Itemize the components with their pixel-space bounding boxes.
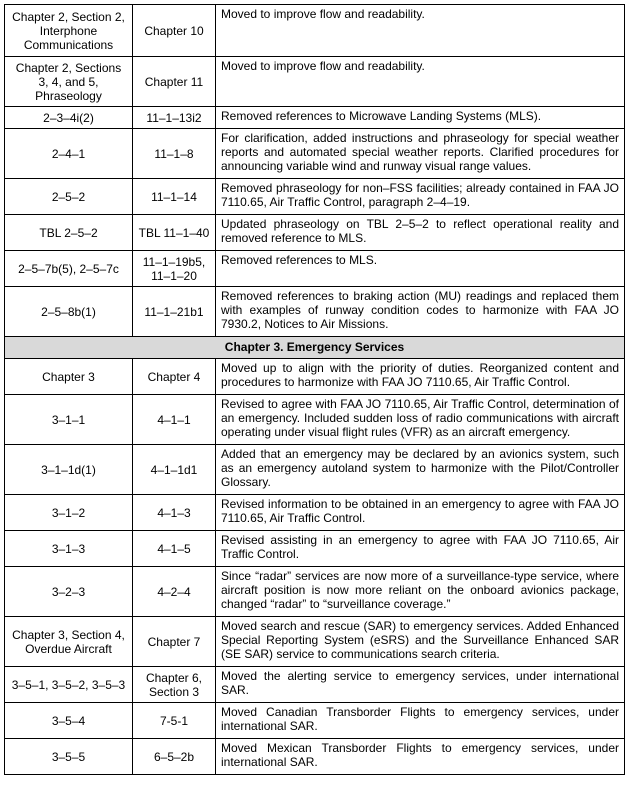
change-description-cell: Updated phraseology on TBL 2–5–2 to reflect operational reality and removed reference to MLS. <box>216 215 625 251</box>
new-paragraph-cell: 4–1–5 <box>133 531 216 567</box>
change-description-cell: Added that an emergency may be declared by an avionics system, such as an emergency autoland system to harmonize with the Pilot/Controller Glossary. <box>216 445 625 495</box>
table-row <box>5 179 625 215</box>
table-row <box>5 215 625 251</box>
new-paragraph-cell: Chapter 7 <box>133 617 216 667</box>
table-row <box>5 495 625 531</box>
new-paragraph-cell: 4–2–4 <box>133 567 216 617</box>
table-row <box>5 667 625 703</box>
old-paragraph-cell: 3–5–4 <box>5 703 133 739</box>
new-paragraph-cell: Chapter 6, Section 3 <box>133 667 216 703</box>
table-row <box>5 567 625 617</box>
table-row <box>5 129 625 179</box>
new-paragraph-cell: 4–1–3 <box>133 495 216 531</box>
new-paragraph-cell: 11–1–8 <box>133 129 216 179</box>
new-paragraph-cell: Chapter 11 <box>133 57 216 107</box>
old-paragraph-cell: 2–3–4i(2) <box>5 107 133 129</box>
table-row <box>5 703 625 739</box>
old-paragraph-cell: 2–5–7b(5), 2–5–7c <box>5 251 133 287</box>
section-header: Chapter 3. Emergency Services <box>5 337 625 359</box>
table-row <box>5 57 625 107</box>
change-description-cell: Moved Mexican Transborder Flights to emergency services, under international SAR. <box>216 739 625 775</box>
new-paragraph-cell: TBL 11–1–40 <box>133 215 216 251</box>
old-paragraph-cell: TBL 2–5–2 <box>5 215 133 251</box>
change-description-cell: Moved to improve flow and readability. <box>216 5 625 57</box>
change-description-cell: Since “radar” services are now more of a surveillance-type service, where aircraft position is now more reliant on the onboard avionics package, changed “radar” to “surveillance coverage.” <box>216 567 625 617</box>
new-paragraph-cell: 7-5-1 <box>133 703 216 739</box>
old-paragraph-cell: 2–5–8b(1) <box>5 287 133 337</box>
old-paragraph-cell: 2–4–1 <box>5 129 133 179</box>
old-paragraph-cell: 3–1–1d(1) <box>5 445 133 495</box>
old-paragraph-cell: 3–1–2 <box>5 495 133 531</box>
new-paragraph-cell: 4–1–1d1 <box>133 445 216 495</box>
change-table-body <box>5 5 625 775</box>
table-row <box>5 739 625 775</box>
table-row <box>5 617 625 667</box>
new-paragraph-cell: Chapter 10 <box>133 5 216 57</box>
change-description-cell: Removed references to MLS. <box>216 251 625 287</box>
new-paragraph-cell: 11–1–21b1 <box>133 287 216 337</box>
new-paragraph-cell: 6–5–2b <box>133 739 216 775</box>
new-paragraph-cell: 11–1–19b5, 11–1–20 <box>133 251 216 287</box>
new-paragraph-cell: 11–1–13i2 <box>133 107 216 129</box>
change-description-cell: Revised information to be obtained in an emergency to agree with FAA JO 7110.65, Air Traffic Control. <box>216 495 625 531</box>
old-paragraph-cell: Chapter 3 <box>5 359 133 395</box>
old-paragraph-cell: 2–5–2 <box>5 179 133 215</box>
table-row <box>5 445 625 495</box>
old-paragraph-cell: Chapter 2, Sections 3, 4, and 5, Phraseology <box>5 57 133 107</box>
change-description-cell: Moved the alerting service to emergency services, under international SAR. <box>216 667 625 703</box>
new-paragraph-cell: 11–1–14 <box>133 179 216 215</box>
new-paragraph-cell: 4–1–1 <box>133 395 216 445</box>
old-paragraph-cell: 3–5–5 <box>5 739 133 775</box>
change-description-cell: Moved up to align with the priority of duties. Reorganized content and procedures to harmonize with FAA JO 7110.65, Air Traffic Control. <box>216 359 625 395</box>
change-description-cell: Revised assisting in an emergency to agree with FAA JO 7110.65, Air Traffic Control. <box>216 531 625 567</box>
change-description-cell: For clarification, added instructions and phraseology for special weather reports and automated special weather reports. Clarified procedures for announcing variable wind and runway visual range values. <box>216 129 625 179</box>
table-row <box>5 287 625 337</box>
change-description-cell: Moved search and rescue (SAR) to emergency services. Added Enhanced Special Reporting System (eSRS) and the Surveillance Enhanced SAR (SE SAR) service to communications search criteria. <box>216 617 625 667</box>
table-row <box>5 107 625 129</box>
old-paragraph-cell: 3–1–3 <box>5 531 133 567</box>
old-paragraph-cell: Chapter 3, Section 4, Overdue Aircraft <box>5 617 133 667</box>
change-description-cell: Removed references to Microwave Landing Systems (MLS). <box>216 107 625 129</box>
new-paragraph-cell: Chapter 4 <box>133 359 216 395</box>
change-table <box>4 4 625 775</box>
change-description-cell: Moved Canadian Transborder Flights to emergency services, under international SAR. <box>216 703 625 739</box>
change-description-cell: Removed references to braking action (MU) readings and replaced them with examples of runway condition codes to harmonize with FAA JO 7930.2, Notices to Air Missions. <box>216 287 625 337</box>
table-row <box>5 251 625 287</box>
table-row <box>5 359 625 395</box>
old-paragraph-cell: Chapter 2, Section 2, Interphone Communications <box>5 5 133 57</box>
old-paragraph-cell: 3–2–3 <box>5 567 133 617</box>
table-row <box>5 5 625 57</box>
change-description-cell: Removed phraseology for non–FSS facilities; already contained in FAA JO 7110.65, Air Traffic Control, paragraph 2–4–19. <box>216 179 625 215</box>
change-description-cell: Revised to agree with FAA JO 7110.65, Air Traffic Control, determination of an emergency. Included sudden loss of radio communications with aircraft operating under visual flight rules (VFR) as an aircraft emergency. <box>216 395 625 445</box>
section-header-row <box>5 337 625 359</box>
table-row <box>5 531 625 567</box>
table-row <box>5 395 625 445</box>
old-paragraph-cell: 3–1–1 <box>5 395 133 445</box>
change-description-cell: Moved to improve flow and readability. <box>216 57 625 107</box>
old-paragraph-cell: 3–5–1, 3–5–2, 3–5–3 <box>5 667 133 703</box>
